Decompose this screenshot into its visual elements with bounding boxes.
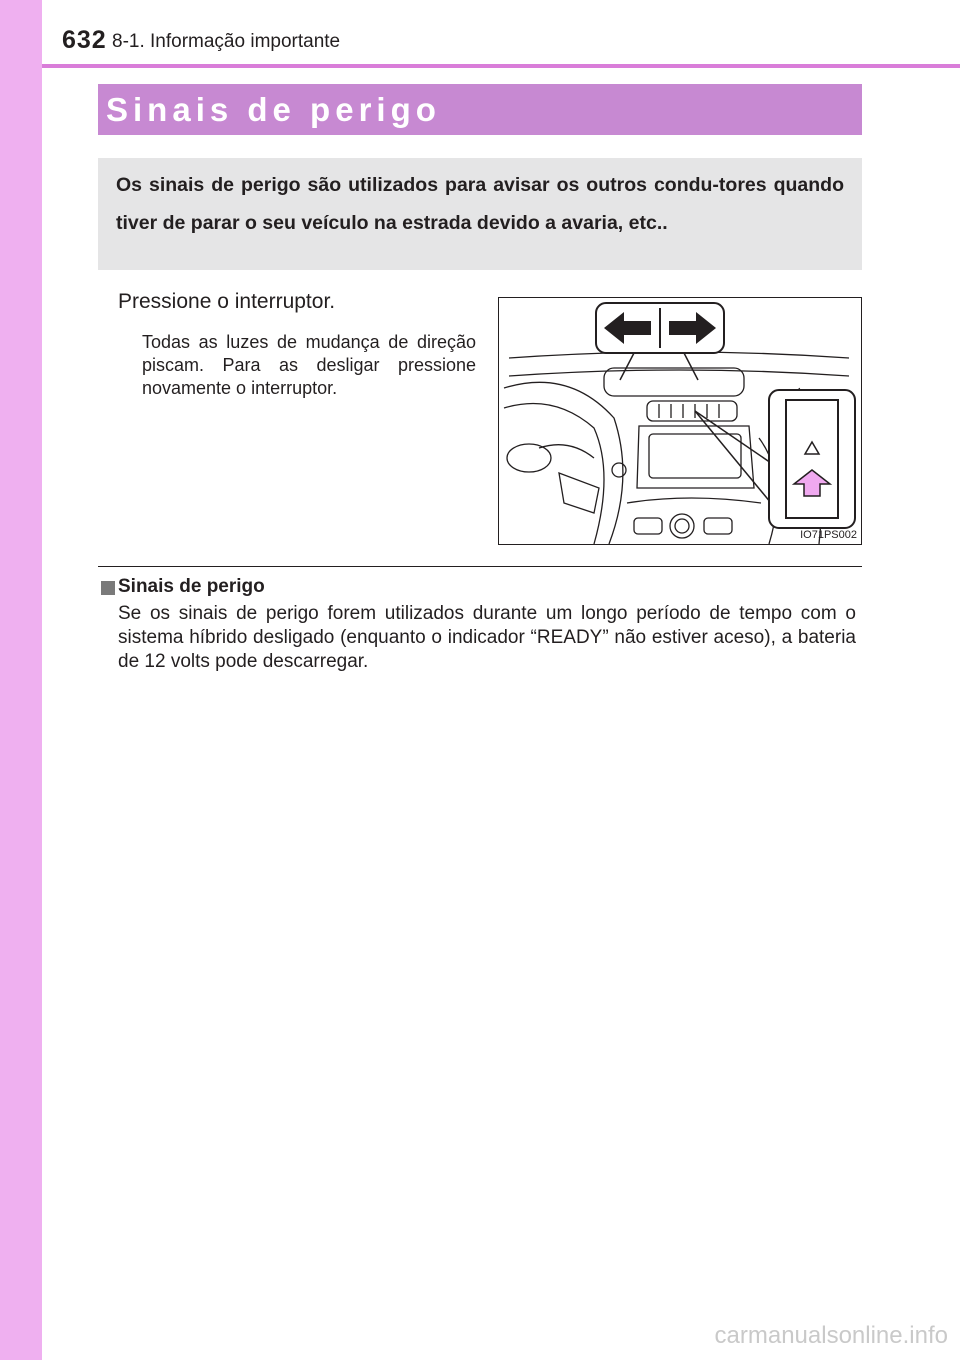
page-number: 632 xyxy=(62,26,107,54)
summary-box: Os sinais de perigo são utilizados para avisar os outros condu-tores quando tiver de parar o seu veículo na estrada devido a avaria, etc.. xyxy=(98,158,862,270)
side-tab-strip xyxy=(0,0,42,1360)
section-title: Sinais de perigo xyxy=(98,84,862,135)
dashboard-drawing xyxy=(499,298,861,544)
header-rule xyxy=(42,64,960,68)
dashboard-illustration xyxy=(498,297,862,545)
section-divider xyxy=(98,566,862,567)
step-instruction: Pressione o interruptor. xyxy=(118,290,336,313)
watermark: carmanualsonline.info xyxy=(714,1322,948,1349)
note-title: Sinais de perigo xyxy=(118,576,265,597)
figure-code: IO71PS002 xyxy=(800,529,857,541)
step-detail: Todas as luzes de mudança de direção piscam. Para as desligar pressione novamente o interruptor. xyxy=(142,332,476,398)
chapter-heading: 8-1. Informação importante xyxy=(112,31,341,52)
note-body: Se os sinais de perigo forem utilizados durante um longo período de tempo com o sistema híbrido desligado (enquanto o indicador “READY” não estiver aceso), a bateria de 12 volts pode descarregar. xyxy=(118,603,856,672)
note-bullet-icon xyxy=(101,581,115,595)
